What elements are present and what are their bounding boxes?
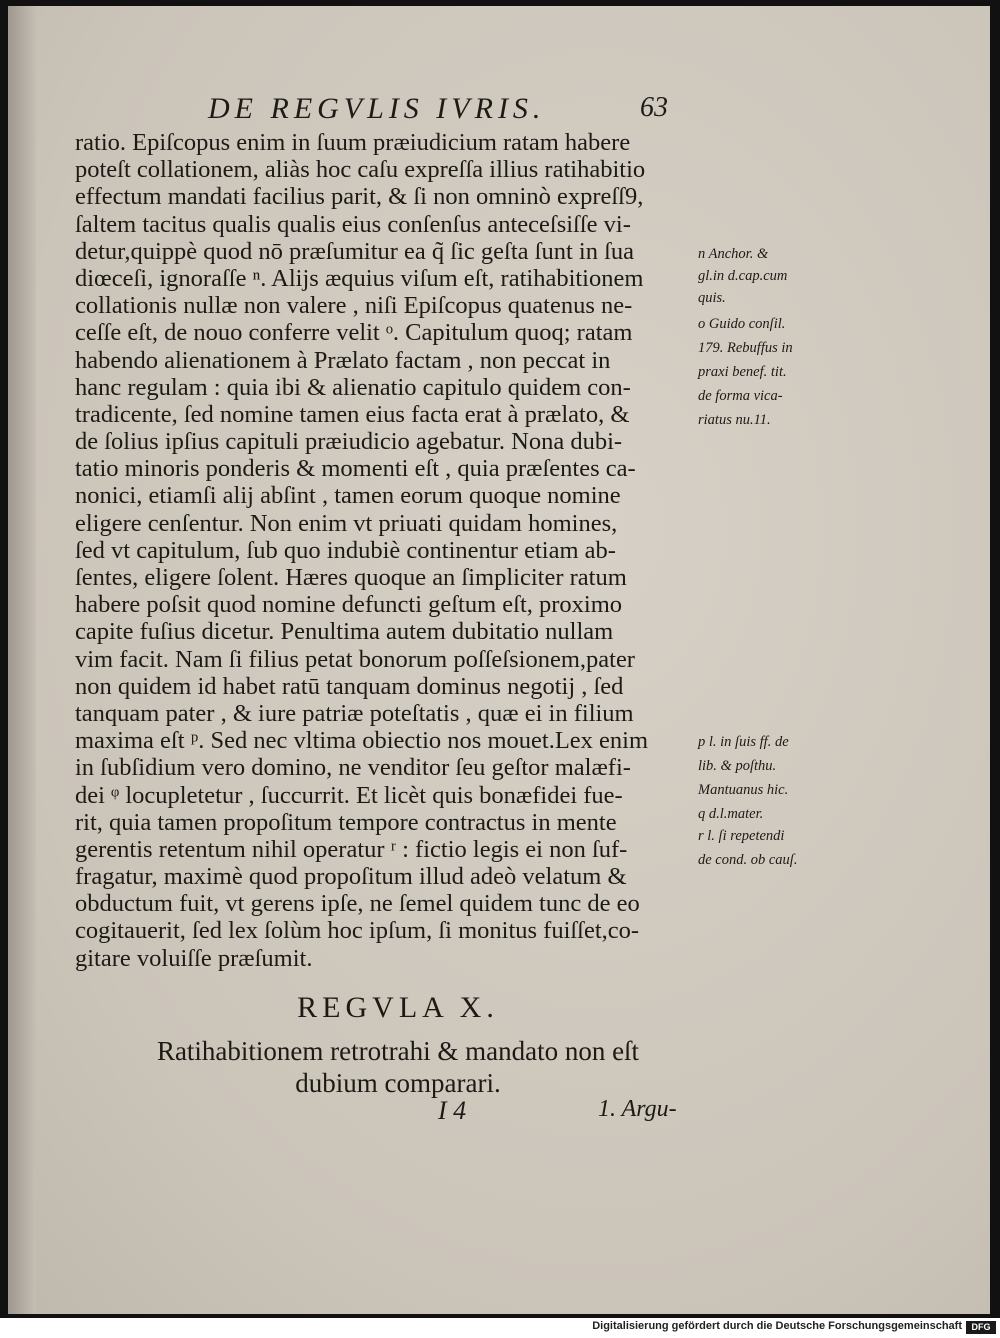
margin-note: 179. Rebuffus in (698, 340, 793, 356)
margin-note: q d.l.mater. (698, 806, 764, 822)
text-line: rit, quia tamen propoſitum tempore contractus in mente (75, 808, 617, 836)
text-line: ſaltem tacitus qualis qualis eius conſenſus anteceſsiſſe vi- (75, 210, 631, 238)
regula-text-line-1: Ratihabitionem retrotrahi & mandato non eſt (156, 1036, 640, 1066)
text-line: non quidem id habet ratū tanquam dominus negotij , ſed (75, 672, 624, 700)
digitization-footer (0, 1318, 1000, 1338)
text-line: obductum fuit, vt gerens ipſe, ne ſemel quidem tunc de eo (75, 890, 640, 918)
text-line: collationis nullæ non valere , niſi Epiſcopus quatenus ne- (75, 292, 633, 320)
text-line: vim facit. Nam ſi filius petat bonorum poſſeſsionem,pater (75, 645, 635, 673)
text-line: poteſt collationem, aliàs hoc caſu expreſſa illius ratihabitio (75, 156, 646, 184)
text-line: de ſolius ipſius capituli præiudicio agebatur. Nona dubi- (75, 428, 623, 456)
text-line: maxima eſt ᵖ. Sed nec vltima obiectio nos mouet.Lex enim (75, 727, 649, 755)
text-line: detur,quippè quod nō præſumitur ea q̃ ſic geſta ſunt in ſua (75, 237, 635, 265)
text-line: hanc regulam : quia ibi & alienatio capitulo quidem con- (75, 373, 631, 401)
dfg-logo: DFG (966, 1321, 996, 1334)
text-line: in ſubſidium vero domino, ne venditor ſeu geſtor malæfi- (75, 754, 631, 782)
page-gutter-shadow (8, 6, 36, 1314)
margin-note: r l. ſi repetendi (698, 828, 785, 844)
margin-note: quis. (698, 290, 726, 306)
margin-note: p l. in ſuis ff. de (698, 734, 789, 750)
text-line: effectum mandati facilius parit, & ſi non omninò expreſſ9, (75, 183, 644, 211)
margin-note: Mantuanus hic. (698, 782, 789, 798)
regula-text-line-2: dubium comparari. (295, 1068, 501, 1098)
text-line: ratio. Epiſcopus enim in ſuum præiudicium ratam habere (75, 129, 631, 156)
regula-heading: REGVLA X. (297, 991, 499, 1024)
text-line: ſed vt capitulum, ſub quo indubiè continentur etiam ab- (75, 536, 616, 564)
running-header (208, 92, 668, 132)
margin-note: praxi benef. tit. (698, 364, 787, 380)
text-line: tradicente, ſed nomine tamen eius facta erat à prælato, & (75, 400, 630, 428)
text-line: ſentes, eligere ſolent. Hæres quoque an ſimpliciter ratum (75, 564, 627, 591)
page-number: 63 (640, 92, 668, 123)
text-line: tanquam pater , & iure patriæ poteſtatis , quæ ei in filium (75, 699, 634, 727)
text-line: diœceſi, ignoraſſe ⁿ. Alijs æquius viſum eſt, ratihabitionem (75, 264, 644, 292)
margin-note: riatus nu.11. (698, 412, 771, 428)
text-line: dei ᵠ locupletetur , ſuccurrit. Et licèt quis bonæfidei fue- (75, 781, 623, 809)
margin-note: lib. & poſthu. (698, 758, 777, 774)
text-line: cogitauerit, ſed lex ſolùm hoc ipſum, ſi monitus fuiſſet,co- (75, 917, 640, 945)
text-line: ceſſe eſt, de nouo conferre velit ᵒ. Capitulum quoq; ratam (75, 319, 633, 347)
book-page (8, 6, 990, 1314)
text-line: fragatur, maximè quod propoſitum illud adeò velatum & (75, 863, 627, 891)
text-line: habendo alienationem à Prælato factam , non peccat in (75, 346, 611, 374)
margin-note: n Anchor. & (698, 246, 769, 262)
text-line: gerentis retentum nihil operatur ʳ : fictio legis ei non ſuf- (75, 835, 628, 863)
margin-note: de cond. ob cauſ. (698, 852, 798, 868)
text-line: tatio minoris ponderis & momenti eſt , quia præſentes ca- (75, 455, 636, 483)
margin-note: o Guido conſil. (698, 316, 786, 332)
text-line: capite fuſius dicetur. Penultima autem dubitatio nullam (75, 618, 614, 646)
text-line: nonici, etiamſi alij abſint , tamen eorum quoque nomine (75, 482, 621, 510)
running-title: DE REGVLIS IVRIS. (208, 92, 546, 125)
text-line: gitare voluiſſe præſumit. (75, 944, 313, 972)
funding-notice: Digitalisierung gefördert durch die Deutsche Forschungsgemeinschaft (592, 1320, 962, 1332)
margin-note: gl.in d.cap.cum (698, 268, 788, 284)
signature-mark: I 4 (438, 1096, 467, 1125)
margin-note: de forma vica- (698, 388, 783, 404)
main-text-block (75, 129, 695, 972)
text-line: habere poſsit quod nomine defuncti geſtum eſt, proximo (75, 591, 623, 619)
catchword: 1. Argu- (598, 1096, 677, 1122)
text-line: eligere cenſentur. Non enim vt priuati quidam homines, (75, 509, 618, 537)
